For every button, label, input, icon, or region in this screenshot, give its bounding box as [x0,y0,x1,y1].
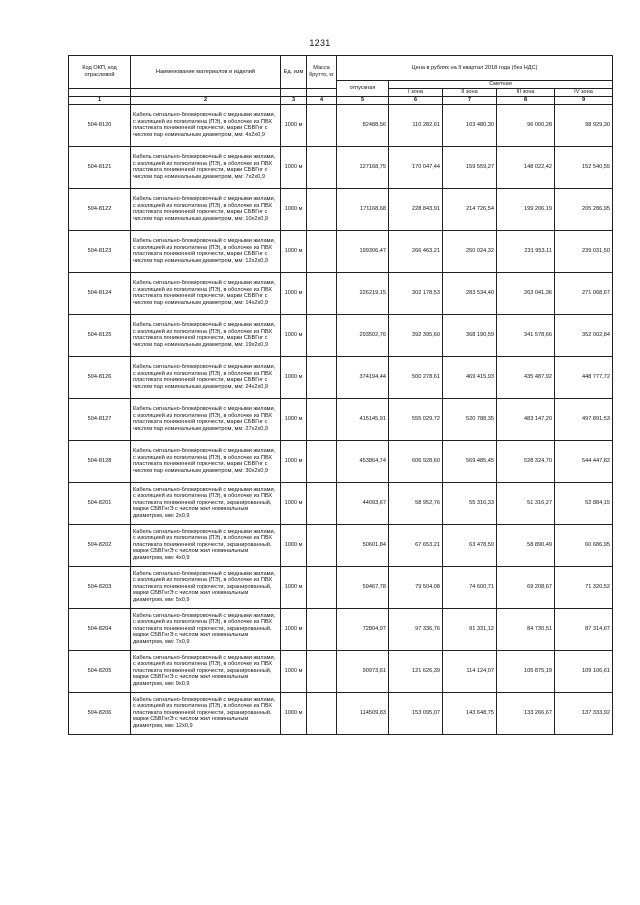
header-name-cont [131,89,281,97]
cell-name-text: Кабель сигнально-блокировочный с медными жилами, с изоляцией из полиэтилена (ПЭ), в оболочке из ПВХ пластиката пониженной горючести, экранированный, марки СБВГнгЭ с числом жил номинальным диаметром, мм: 7х0,9 [133,612,276,645]
cell-code: 504-8202 [69,524,131,566]
cell-unit: 1000 м [281,566,307,608]
cell-zone-3-price: 341 578,66 [497,314,555,356]
cell-zone-1-price: 228 843,91 [389,188,443,230]
cell-name [131,272,281,314]
cell-code: 504-8120 [69,104,131,146]
header-unit: Ед. изм [281,56,307,89]
cell-zone-4-price: 205 286,95 [555,188,613,230]
table-row [69,524,613,566]
cell-mass [307,356,337,398]
cell-code: 504-8205 [69,650,131,692]
cell-zone-4-price: 152 540,55 [555,146,613,188]
cell-name [131,230,281,272]
cell-zone-3-price: 133 266,67 [497,692,555,734]
column-number: 4 [307,97,337,105]
cell-unit: 1000 м [281,650,307,692]
cell-name-text: Кабель сигнально-блокировочный с медными жилами, с изоляцией из полиэтилена (ПЭ), в оболочке из ПВХ пластиката пониженной горючести, марки СБВГнг с числом пар номинальным диаметром, мм: 19х2х0,9 [133,321,276,348]
cell-name-text: Кабель сигнально-блокировочный с медными жилами, с изоляцией из полиэтилена (ПЭ), в оболочке из ПВХ пластиката пониженной горючести, марки СБВГнг с числом пар номинальным диаметром, мм: 27х2х0,9 [133,405,276,432]
cell-unit: 1000 м [281,356,307,398]
cell-zone-1-price: 500 278,61 [389,356,443,398]
cell-name-text: Кабель сигнально-блокировочный с медными жилами, с изоляцией из полиэтилена (ПЭ), в оболочке из ПВХ пластиката пониженной горючести, экранированный, марки СБВГнгЭ с числом жил номинальным диаметром, мм: 4х0,9 [133,528,276,561]
table-row [69,272,613,314]
cell-zone-4-price: 448 777,72 [555,356,613,398]
cell-zone-2-price: 520 788,35 [443,398,497,440]
column-number: 3 [281,97,307,105]
cell-zone-3-price: 96 000,28 [497,104,555,146]
cell-release-price: 82488,56 [337,104,389,146]
column-number: 2 [131,97,281,105]
cell-unit: 1000 м [281,398,307,440]
table-row [69,608,613,650]
cell-zone-2-price: 114 124,07 [443,650,497,692]
cell-name [131,146,281,188]
cell-zone-2-price: 74 600,71 [443,566,497,608]
cell-release-price: 226219,15 [337,272,389,314]
cell-code: 504-8125 [69,314,131,356]
cell-zone-1-price: 302 178,53 [389,272,443,314]
cell-release-price: 171168,68 [337,188,389,230]
cell-zone-1-price: 97 336,76 [389,608,443,650]
cell-mass [307,146,337,188]
cell-unit: 1000 м [281,314,307,356]
cell-name [131,692,281,734]
table-row [69,566,613,608]
cell-unit: 1000 м [281,440,307,482]
cell-zone-1-price: 121 626,39 [389,650,443,692]
cell-zone-1-price: 170 047,44 [389,146,443,188]
cell-zone-4-price: 98 929,30 [555,104,613,146]
cell-unit: 1000 м [281,188,307,230]
header-unit-cont [281,89,307,97]
cell-code: 504-8204 [69,608,131,650]
cell-mass [307,650,337,692]
cell-zone-3-price: 148 022,42 [497,146,555,188]
header-zone-2: II зона [443,89,497,97]
table-row [69,692,613,734]
cell-name-text: Кабель сигнально-блокировочный с медными жилами, с изоляцией из полиэтилена (ПЭ), в оболочке из ПВХ пластиката пониженной горючести, марки СБВГнг с числом пар номинальным диаметром, мм: 10х2х0,9 [133,195,276,222]
cell-zone-2-price: 368 190,59 [443,314,497,356]
cell-name [131,398,281,440]
cell-zone-4-price: 239 031,50 [555,230,613,272]
cell-release-price: 127168,75 [337,146,389,188]
cell-zone-2-price: 143 648,75 [443,692,497,734]
cell-zone-2-price: 283 534,40 [443,272,497,314]
cell-name [131,650,281,692]
cell-mass [307,608,337,650]
cell-zone-3-price: 105 875,19 [497,650,555,692]
cell-zone-4-price: 71 320,52 [555,566,613,608]
column-number: 8 [497,97,555,105]
cell-release-price: 415145,91 [337,398,389,440]
cell-zone-3-price: 483 147,20 [497,398,555,440]
cell-mass [307,524,337,566]
cell-mass [307,440,337,482]
cell-name-text: Кабель сигнально-блокировочный с медными жилами, с изоляцией из полиэтилена (ПЭ), в оболочке из ПВХ пластиката пониженной горючести, марки СБВГнг с числом пар номинальным диаметром, мм: 24х2х0,9 [133,363,276,390]
cell-name-text: Кабель сигнально-блокировочный с медными жилами, с изоляцией из полиэтилена (ПЭ), в оболочке из ПВХ пластиката пониженной горючести, экранированный, марки СБВГнгЭ с числом жил номинальным диаметром, мм: 2х0,9 [133,486,276,519]
header-zone-1: I зона [389,89,443,97]
cell-release-price: 293502,76 [337,314,389,356]
table-row [69,482,613,524]
cell-zone-4-price: 544 447,82 [555,440,613,482]
table-row [69,440,613,482]
header-zone-4: IV зона [555,89,613,97]
cell-code: 504-8127 [69,398,131,440]
cell-zone-3-price: 199 206,19 [497,188,555,230]
cell-name [131,482,281,524]
cell-code: 504-8128 [69,440,131,482]
cell-zone-3-price: 263 041,36 [497,272,555,314]
cell-name [131,314,281,356]
cell-code: 504-8201 [69,482,131,524]
column-number: 6 [389,97,443,105]
cell-unit: 1000 м [281,692,307,734]
cell-name [131,608,281,650]
header-release: отпускная [337,81,389,97]
cell-zone-1-price: 79 504,08 [389,566,443,608]
cell-zone-4-price: 137 333,92 [555,692,613,734]
cell-mass [307,566,337,608]
cell-zone-4-price: 352 002,84 [555,314,613,356]
cell-unit: 1000 м [281,524,307,566]
cell-zone-4-price: 497 891,53 [555,398,613,440]
table-row [69,356,613,398]
cell-zone-4-price: 109 106,61 [555,650,613,692]
cell-zone-1-price: 153 095,07 [389,692,443,734]
cell-name-text: Кабель сигнально-блокировочный с медными жилами, с изоляцией из полиэтилена (ПЭ), в оболочке из ПВХ пластиката пониженной горючести, марки СБВГнг с числом пар номинальным диаметром, мм: 7х2х0,9 [133,153,276,180]
header-zone-3: III зона [497,89,555,97]
cell-release-price: 72804,97 [337,608,389,650]
cell-unit: 1000 м [281,146,307,188]
cell-name-text: Кабель сигнально-блокировочный с медными жилами, с изоляцией из полиэтилена (ПЭ), в оболочке из ПВХ пластиката пониженной горючести, экранированный, марки СБВГнгЭ с числом жил номинальным диаметром, мм: 12х0,9 [133,696,276,729]
cell-zone-4-price: 271 068,67 [555,272,613,314]
cell-mass [307,104,337,146]
header-mass-cont [307,89,337,97]
cell-zone-1-price: 555 029,72 [389,398,443,440]
cell-zone-2-price: 159 559,27 [443,146,497,188]
page-number: 1231 [309,38,331,48]
cell-mass [307,482,337,524]
table-row [69,314,613,356]
cell-name [131,104,281,146]
cell-unit: 1000 м [281,608,307,650]
cell-zone-3-price: 84 730,51 [497,608,555,650]
cell-unit: 1000 м [281,104,307,146]
cell-code: 504-8203 [69,566,131,608]
table-body [69,104,613,734]
cell-zone-1-price: 58 952,76 [389,482,443,524]
cell-release-price: 453864,74 [337,440,389,482]
cell-code: 504-8121 [69,146,131,188]
cell-unit: 1000 м [281,482,307,524]
cell-zone-2-price: 55 316,33 [443,482,497,524]
cell-zone-3-price: 231 953,11 [497,230,555,272]
header-mass: Масса брутто, кг [307,56,337,89]
cell-name-text: Кабель сигнально-блокировочный с медными жилами, с изоляцией из полиэтилена (ПЭ), в оболочке из ПВХ пластиката пониженной горючести, экранированный, марки СБВГнгЭ с числом жил номинальным диаметром, мм: 5х0,9 [133,570,276,603]
cell-zone-4-price: 87 314,67 [555,608,613,650]
cell-mass [307,230,337,272]
cell-mass [307,314,337,356]
table-row [69,146,613,188]
cell-zone-4-price: 52 884,15 [555,482,613,524]
cell-name [131,524,281,566]
cell-mass [307,188,337,230]
table-row [69,104,613,146]
cell-release-price: 114509,83 [337,692,389,734]
cell-release-price: 44093,67 [337,482,389,524]
cell-zone-1-price: 67 653,21 [389,524,443,566]
cell-zone-1-price: 110 282,61 [389,104,443,146]
cell-unit: 1000 м [281,230,307,272]
cell-code: 504-8126 [69,356,131,398]
cell-release-price: 50601,84 [337,524,389,566]
cell-zone-1-price: 392 395,60 [389,314,443,356]
cell-zone-3-price: 435 487,92 [497,356,555,398]
table-row [69,398,613,440]
column-number-row [69,97,613,105]
cell-zone-2-price: 569 485,45 [443,440,497,482]
table-row [69,650,613,692]
header-estimate: Сметная [389,81,613,89]
cell-zone-2-price: 214 726,54 [443,188,497,230]
cell-zone-4-price: 60 686,95 [555,524,613,566]
cell-name-text: Кабель сигнально-блокировочный с медными жилами, с изоляцией из полиэтилена (ПЭ), в оболочке из ПВХ пластиката пониженной горючести, марки СБВГнг с числом пар номинальным диаметром, мм: 30х2х0,9 [133,447,276,474]
cell-name-text: Кабель сигнально-блокировочный с медными жилами, с изоляцией из полиэтилена (ПЭ), в оболочке из ПВХ пластиката пониженной горючести, марки СБВГнг с числом пар номинальным диаметром, мм: 12х2х0,9 [133,237,276,264]
column-number: 9 [555,97,613,105]
cell-unit: 1000 м [281,272,307,314]
header-code: Код ОКП, код отраслевой [69,56,131,89]
price-table [68,55,613,735]
cell-mass [307,272,337,314]
cell-name [131,188,281,230]
cell-zone-1-price: 606 928,60 [389,440,443,482]
cell-release-price: 199306,47 [337,230,389,272]
header-code-cont [69,89,131,97]
column-number: 1 [69,97,131,105]
cell-name [131,440,281,482]
cell-code: 504-8123 [69,230,131,272]
cell-zone-3-price: 528 324,70 [497,440,555,482]
column-number: 5 [337,97,389,105]
cell-code: 504-8206 [69,692,131,734]
cell-release-price: 90973,61 [337,650,389,692]
cell-zone-3-price: 69 208,67 [497,566,555,608]
table-header-row [69,56,613,81]
cell-release-price: 59467,78 [337,566,389,608]
header-name: Наименование материалов и изделий [131,56,281,89]
cell-zone-2-price: 103 480,30 [443,104,497,146]
cell-zone-3-price: 51 316,27 [497,482,555,524]
header-price-group: Цена в рублях на II квартал 2018 года (без НДС) [337,56,613,81]
table-row [69,230,613,272]
cell-zone-1-price: 266 463,21 [389,230,443,272]
cell-zone-2-price: 250 024,32 [443,230,497,272]
cell-code: 504-8122 [69,188,131,230]
table-row [69,188,613,230]
cell-zone-3-price: 58 890,49 [497,524,555,566]
cell-zone-2-price: 63 478,50 [443,524,497,566]
cell-name-text: Кабель сигнально-блокировочный с медными жилами, с изоляцией из полиэтилена (ПЭ), в оболочке из ПВХ пластиката пониженной горючести, марки СБВГнг с числом пар номинальным диаметром, мм: 4х2х0,9 [133,111,276,138]
cell-name [131,356,281,398]
cell-name-text: Кабель сигнально-блокировочный с медными жилами, с изоляцией из полиэтилена (ПЭ), в оболочке из ПВХ пластиката пониженной горючести, экранированный, марки СБВГнгЭ с числом жил номинальным диаметром, мм: 9х0,9 [133,654,276,687]
cell-name [131,566,281,608]
cell-mass [307,692,337,734]
column-number: 7 [443,97,497,105]
cell-code: 504-8124 [69,272,131,314]
cell-mass [307,398,337,440]
cell-zone-2-price: 469 415,93 [443,356,497,398]
cell-zone-2-price: 91 331,12 [443,608,497,650]
cell-name-text: Кабель сигнально-блокировочный с медными жилами, с изоляцией из полиэтилена (ПЭ), в оболочке из ПВХ пластиката пониженной горючести, марки СБВГнг с числом пар номинальным диаметром, мм: 14х2х0,9 [133,279,276,306]
cell-release-price: 374194,44 [337,356,389,398]
